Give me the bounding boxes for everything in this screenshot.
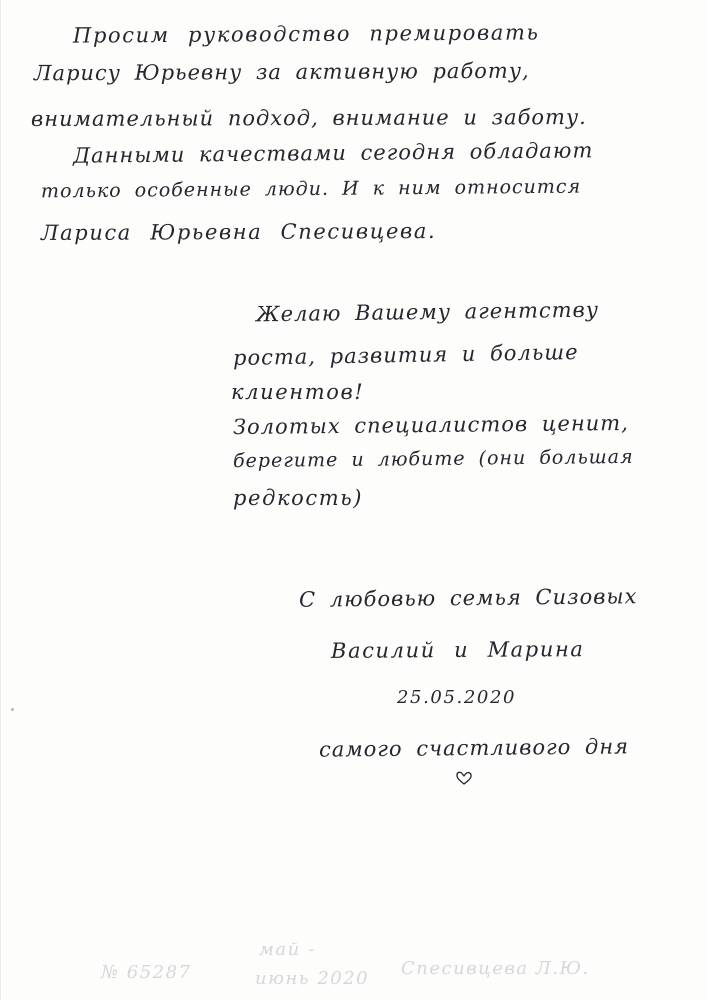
signature-from-line: С любовью семья Сизовых: [298, 584, 638, 612]
letter-line: роста, развития и больше: [232, 339, 579, 371]
letter-line: Золотых специалистов ценит,: [232, 410, 629, 440]
letter-line: берегите и любите (они большая: [232, 445, 634, 473]
bleed-through-text: июнь 2020: [255, 968, 370, 989]
letter-line: только особенные люди. И к ним относится: [40, 175, 582, 203]
letter-date: 25.05.2020: [397, 687, 517, 708]
paper-speck: [11, 708, 14, 711]
letter-line: Просим руководство премировать: [72, 20, 540, 48]
letter-line: внимательный подход, внимание и заботу.: [30, 105, 587, 131]
letter-line: Ларису Юрьевну за активную работу,: [33, 58, 530, 86]
letter-line: Лариса Юрьевна Спесивцева.: [40, 218, 437, 246]
bleed-through-number: № 65287: [101, 962, 192, 983]
bleed-through-text: май -: [259, 939, 316, 960]
bleed-through-text: Спесивцева Л.Ю.: [401, 958, 590, 979]
letter-line: редкость): [233, 486, 364, 510]
signature-names: Василий и Марина: [330, 637, 585, 663]
closing-wish: самого счастливого дня: [318, 734, 630, 762]
letter-line: Желаю Вашему агентству: [255, 297, 600, 327]
heart-icon: [455, 770, 473, 786]
letter-line: клиентов!: [231, 380, 365, 404]
letter-line: Данными качествами сегодня обладают: [72, 138, 594, 168]
